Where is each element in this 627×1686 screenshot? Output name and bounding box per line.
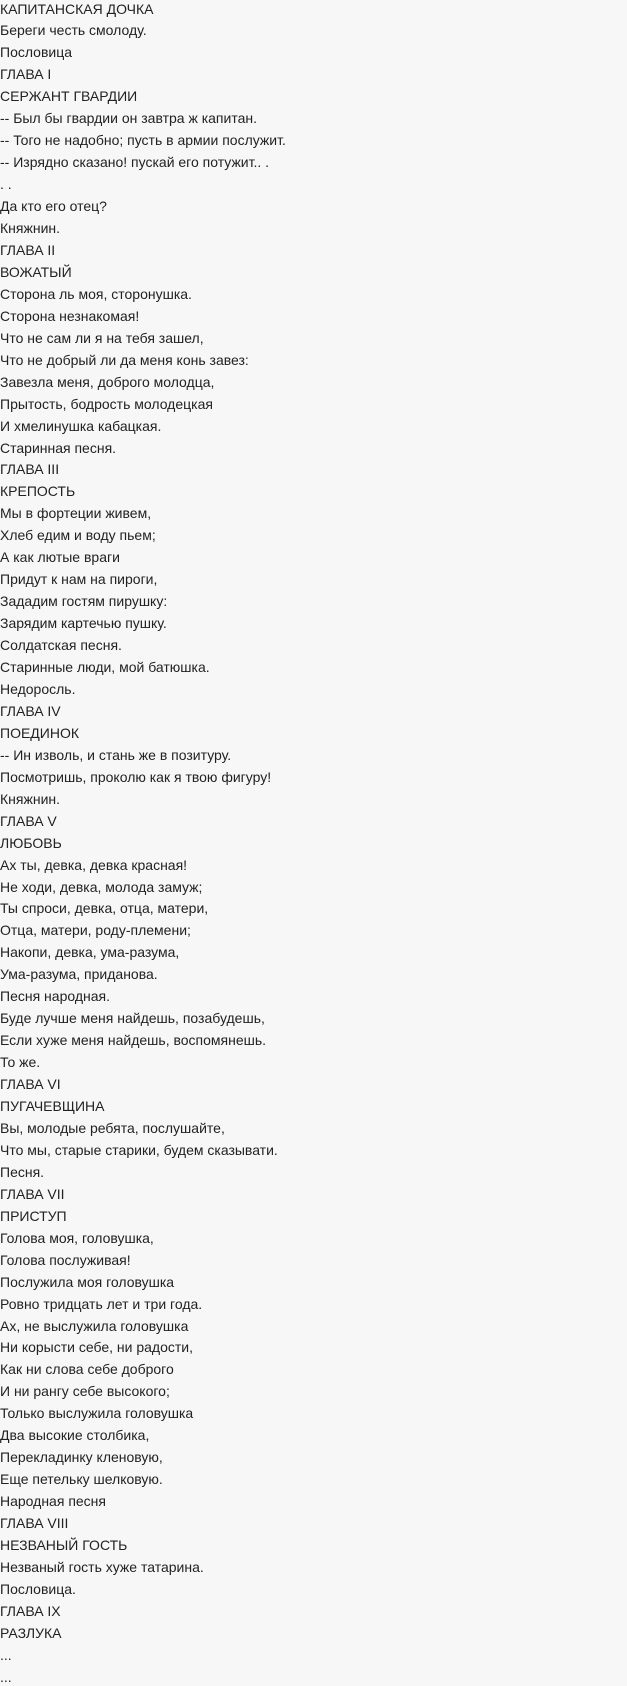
- text-line: А как лютые враги: [0, 549, 120, 566]
- text-line: Ты спроси, девка, отца, матери,: [0, 900, 209, 917]
- text-line: КАПИТАНСКАЯ ДОЧКА: [0, 0, 154, 17]
- text-line: Песня.: [0, 1163, 45, 1180]
- text-line: Ах, не выслужила головушка: [0, 1317, 189, 1334]
- text-line: СЕРЖАНТ ГВАРДИИ: [0, 88, 138, 105]
- text-line: ...: [0, 1668, 12, 1685]
- text-line: Зададим гостям пирушку:: [0, 593, 168, 610]
- text-line: Послужила моя головушка: [0, 1273, 175, 1290]
- text-line: Прытость, бодрость молодецкая: [0, 395, 213, 412]
- text-line: Что не добрый ли да меня конь завез:: [0, 351, 249, 368]
- text-line: Что мы, старые старики, будем сказывати.: [0, 1141, 278, 1158]
- text-line: Пословица.: [0, 1580, 76, 1597]
- text-line: Недоросль.: [0, 680, 76, 697]
- text-line: Вы, молодые ребята, послушайте,: [0, 1119, 225, 1136]
- text-line: ГЛАВА V: [0, 812, 57, 829]
- text-line: ВОЖАТЫЙ: [0, 263, 72, 280]
- text-line: Солдатская песня.: [0, 637, 122, 654]
- text-line: Голова моя, головушка,: [0, 1229, 154, 1246]
- text-line: РАЗЛУКА: [0, 1624, 62, 1641]
- text-line: Мы в фортеции живем,: [0, 505, 152, 522]
- text-line: Два высокие столбика,: [0, 1427, 150, 1444]
- text-line: -- Был бы гвардии он завтра ж капитан.: [0, 110, 257, 127]
- text-line: Княжнин.: [0, 790, 61, 807]
- text-line: ПРИСТУП: [0, 1207, 67, 1224]
- text-line: Зарядим картечью пушку.: [0, 615, 167, 632]
- text-line: Завезла меня, доброго молодца,: [0, 373, 215, 390]
- text-line: Только выслужила головушка: [0, 1405, 194, 1422]
- text-line: ГЛАВА II: [0, 241, 56, 258]
- text-line: Накопи, девка, ума-разума,: [0, 944, 180, 961]
- text-line: ГЛАВА I: [0, 66, 52, 83]
- text-line: ГЛАВА IV: [0, 702, 61, 719]
- text-line: Береги честь смолоду.: [0, 22, 147, 39]
- text-line: Ах ты, девка, девка красная!: [0, 856, 188, 873]
- text-line: Хлеб едим и воду пьем;: [0, 527, 156, 544]
- text-line: Да кто его отец?: [0, 198, 107, 215]
- text-line: Старинная песня.: [0, 439, 117, 456]
- text-line: Пословица: [0, 44, 73, 61]
- text-line: Не ходи, девка, молода замуж;: [0, 878, 203, 895]
- text-line: Сторона незнакомая!: [0, 307, 140, 324]
- text-line: Что не сам ли я на тебя зашел,: [0, 329, 204, 346]
- text-line: Голова послуживая!: [0, 1251, 131, 1268]
- text-line: КРЕПОСТЬ: [0, 483, 76, 500]
- text-line: ГЛАВА IX: [0, 1602, 61, 1619]
- text-line: Еще петельку шелковую.: [0, 1471, 163, 1488]
- text-line: ...: [0, 1646, 12, 1663]
- text-line: Ни корысти себе, ни радости,: [0, 1339, 194, 1356]
- text-line: Ума-разума, приданова.: [0, 966, 158, 983]
- text-line: ЛЮБОВЬ: [0, 834, 62, 851]
- text-line: Ровно тридцать лет и три года.: [0, 1295, 203, 1312]
- text-line: Буде лучше меня найдешь, позабудешь,: [0, 1010, 265, 1027]
- text-line: Княжнин.: [0, 220, 61, 236]
- text-line: Отца, матери, роду-племени;: [0, 922, 191, 939]
- text-line: Народная песня: [0, 1493, 106, 1510]
- text-line: . .: [0, 176, 12, 193]
- text-line: Если хуже меня найдешь, воспомянешь.: [0, 1032, 267, 1049]
- text-line: НЕЗВАНЫЙ ГОСТЬ: [0, 1537, 128, 1553]
- text-line: -- Ин изволь, и стань же в позитуру.: [0, 746, 232, 763]
- text-line: ГЛАВА III: [0, 461, 60, 478]
- text-line: ПОЕДИНОК: [0, 724, 79, 741]
- text-line: Перекладинку кленовую,: [0, 1449, 163, 1466]
- text-line: Сторона ль моя, сторонушка.: [0, 285, 192, 302]
- text-line: ГЛАВА VIII: [0, 1515, 69, 1532]
- text-line: ГЛАВА VII: [0, 1185, 65, 1202]
- text-line: То же.: [0, 1054, 41, 1071]
- text-line: И ни рангу себе высокого;: [0, 1383, 170, 1400]
- text-line: И хмелинушка кабацкая.: [0, 417, 162, 434]
- text-line: -- Того не надобно; пусть в армии послужит.: [0, 132, 286, 149]
- text-line: ГЛАВА VI: [0, 1076, 61, 1093]
- text-line: Придут к нам на пироги,: [0, 571, 158, 588]
- text-line: Как ни слова себе доброго: [0, 1361, 174, 1378]
- text-line: Песня народная.: [0, 988, 110, 1005]
- text-line: Посмотришь, проколю как я твою фигуру!: [0, 768, 272, 785]
- text-line: ПУГАЧЕВЩИНА: [0, 1098, 105, 1114]
- text-line: Незваный гость хуже татарина.: [0, 1558, 204, 1575]
- text-line: -- Изрядно сказано! пускай его потужит.. .: [0, 154, 270, 171]
- text-line: Старинные люди, мой батюшка.: [0, 659, 210, 675]
